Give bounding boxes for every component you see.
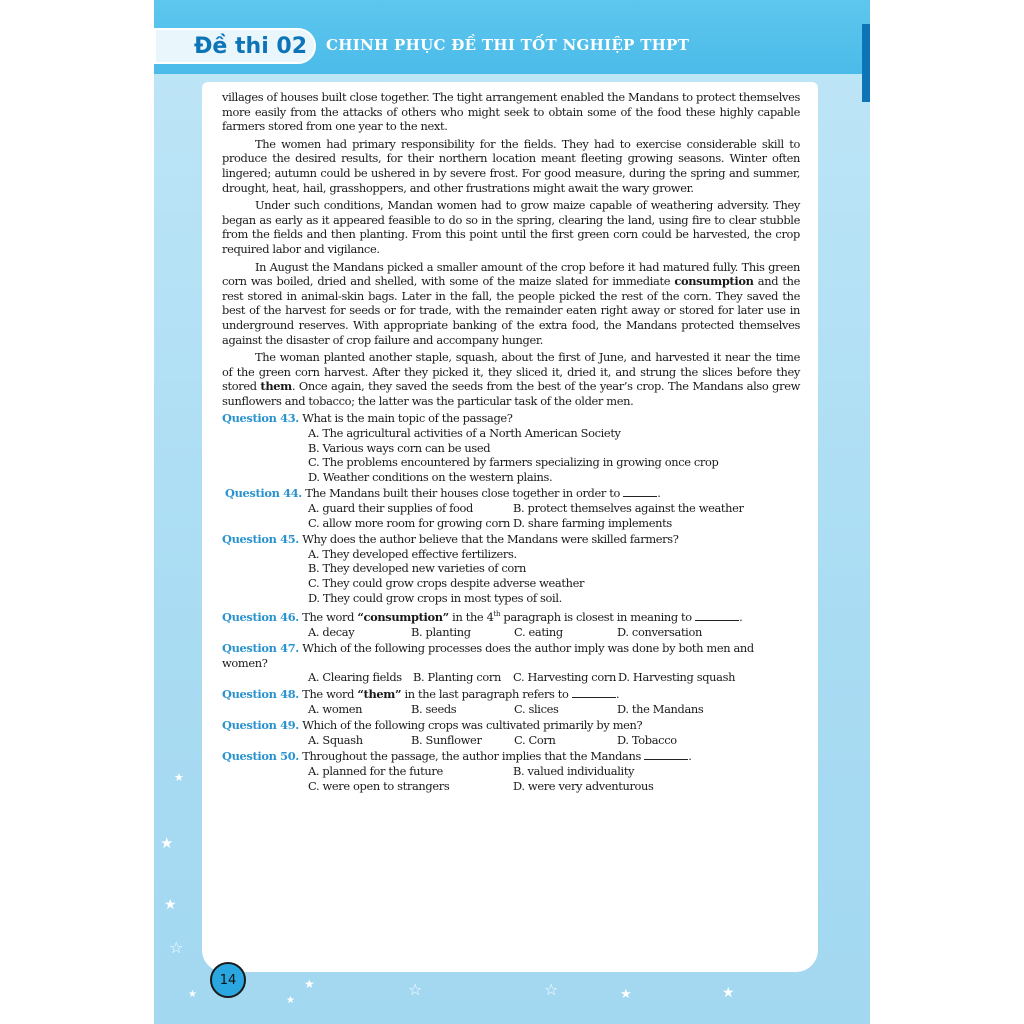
question-45 (222, 532, 800, 605)
option-c[interactable]: C. Harvesting corn (513, 670, 616, 685)
option-b[interactable]: B. planting (411, 624, 471, 639)
star-icon: ★ (160, 834, 174, 852)
question-label: Question 49. (222, 718, 299, 733)
page-number-badge (210, 962, 246, 998)
question-label: Question 50. (222, 749, 299, 764)
passage-paragraph-2: The women had primary responsibility for the fields. They had to exercise considerable skill to produce the desired results, for their northern location meant fleeting growing seasons. Winter often lingered; autumn could be ushered in by severe frost. For good measure, during the spring and summer, drought, heat, hail, grasshoppers, and other frustrations might await the wary grower. (222, 136, 800, 195)
star-icon: ★ (304, 977, 315, 991)
content-panel (202, 82, 818, 972)
question-44: Question 44. The Mandans built their houses close together in order to . A. guard their supplies of food B. protect themselves against the weather C. allow more room for growing corn D. share farming implements (222, 486, 800, 530)
option-b[interactable]: B. protect themselves against the weather (513, 501, 744, 516)
option-c[interactable]: C. They could grow crops despite adverse weather (308, 576, 585, 590)
option-b[interactable]: B. Planting corn (413, 670, 501, 685)
option-a[interactable]: A. women (308, 701, 363, 716)
question-label: Question 43. (222, 411, 299, 426)
passage-paragraph-1: villages of houses built close together. The tight arrangement enabled the Mandans to protect themselves more easily from the attacks of others who might seek to obtain some of the food these highly capable farmers stored from one year to the next. (222, 90, 800, 134)
option-b[interactable]: B. They developed new varieties of corn (308, 561, 526, 576)
answer-options (225, 501, 800, 530)
star-icon: ★ (188, 989, 197, 1000)
passage-paragraph-3: Under such conditions, Mandan women had to grow maize capable of weathering adversity. They began as early as it appeared feasible to do so in the spring, clearing the land, using fire to clear stubble from the fields and then planting. From this point until the first green corn could be harvested, the crop required labor and vigilance. (222, 198, 800, 256)
question-label: Question 46. (222, 609, 299, 624)
answer-blank (572, 687, 616, 698)
option-c[interactable]: C. were open to strangers (308, 778, 450, 793)
question-label: Question 48. (222, 686, 299, 701)
question-stem: Which of the following processes does the author imply was done by both men and women? (222, 641, 754, 670)
exam-label-badge (154, 28, 316, 64)
answer-options (222, 625, 800, 640)
answer-blank (644, 749, 688, 760)
option-b[interactable]: B. seeds (411, 701, 457, 716)
question-46: Question 46. The word “consumption” in the 4th paragraph is closest in meaning to . A. decay B. planting C. eating D. conversation (222, 607, 800, 639)
option-a[interactable]: A. Squash (308, 732, 363, 747)
option-d[interactable]: D. Harvesting squash (618, 670, 736, 685)
passage-paragraph-4: In August the Mandans picked a smaller amount of the crop before it had matured fully. This green corn was boiled, dried and shelled, with some of the maize slated for immediate consumption and the rest stored in animal-skin bags. Later in the fall, the people picked the rest of the corn. They saved the best of the harvest for seeds or for trade, with the remainder eaten right away or stored for later use in underground reserves. With appropriate banking of the extra food, the Mandans protected themselves against the disaster of crop failure and accompany hunger. (222, 259, 800, 347)
keyword-them: them (260, 379, 292, 394)
star-icon: ★ (164, 897, 177, 913)
option-b[interactable]: B. valued individuality (513, 763, 635, 778)
option-d[interactable]: D. Tobacco (617, 732, 677, 747)
answer-blank (623, 486, 657, 497)
question-49 (222, 718, 800, 747)
answer-options (222, 547, 800, 605)
page-background (154, 0, 870, 1024)
keyword-consumption: “consumption” (357, 609, 449, 624)
series-title: CHINH PHỤC ĐỀ THI TỐT NGHIỆP THPT (326, 36, 690, 54)
keyword-consumption: consumption (674, 274, 754, 289)
option-d[interactable]: D. conversation (617, 624, 702, 639)
option-a[interactable]: A. guard their supplies of food (308, 501, 473, 516)
option-d[interactable]: D. share farming implements (513, 515, 672, 530)
passage-paragraph-5: The woman planted another staple, squash, about the first of June, and harvested it near the time of the green corn harvest. After they picked it, they sliced it, dried it, and strung the slices before they stored them. Once again, they saved the seeds from the best of the year’s crop. The Mandans also grew sunflowers and tobacco; the latter was the particular task of the older men. (222, 350, 800, 408)
star-icon: ★ (286, 995, 295, 1006)
question-47 (222, 641, 800, 685)
option-a[interactable]: A. planned for the future (308, 763, 443, 778)
option-d[interactable]: D. the Mandans (617, 701, 704, 716)
option-a[interactable]: A. Clearing fields (308, 670, 402, 685)
question-stem: Throughout the passage, the author implies that the Mandans (302, 749, 641, 764)
star-outline-icon: ☆ (408, 980, 423, 999)
option-d[interactable]: D. Weather conditions on the western plains. (308, 469, 553, 484)
option-a[interactable]: A. decay (308, 624, 355, 639)
exam-text (222, 90, 800, 793)
option-a[interactable]: A. The agricultural activities of a North American Society (308, 426, 621, 441)
page-number: 14 (219, 972, 237, 988)
answer-options (222, 764, 800, 793)
keyword-them: “them” (357, 686, 402, 701)
question-label: Question 47. (222, 641, 299, 656)
option-b[interactable]: B. Various ways corn can be used (308, 440, 491, 455)
question-stem: What is the main topic of the passage? (302, 411, 513, 426)
option-a[interactable]: A. They developed effective fertilizers. (308, 546, 517, 561)
question-label: Question 45. (222, 532, 299, 547)
question-stem: Which of the following crops was cultivated primarily by men? (302, 718, 643, 733)
option-c[interactable]: C. allow more room for growing corn (308, 515, 511, 530)
option-c[interactable]: C. slices (514, 701, 559, 716)
star-icon: ★ (620, 987, 632, 1002)
star-icon: ★ (174, 771, 184, 784)
question-50: Question 50. Throughout the passage, the author implies that the Mandans . A. planned for the future B. valued individuality C. were open to strangers D. were very adventurous (222, 749, 800, 793)
question-label: Question 44. (225, 486, 302, 501)
option-c[interactable]: C. The problems encountered by farmers specializing in growing once crop (308, 455, 719, 470)
option-d[interactable]: D. They could grow crops in most types of soil. (308, 590, 562, 605)
answer-options (222, 733, 800, 748)
question-stem: The Mandans built their houses close together in order to (305, 486, 620, 501)
answer-blank (695, 610, 739, 621)
option-c[interactable]: C. eating (514, 624, 563, 639)
answer-options (222, 702, 800, 717)
option-d[interactable]: D. were very adventurous (513, 778, 654, 793)
answer-options (222, 426, 800, 484)
star-outline-icon: ☆ (169, 938, 184, 957)
option-b[interactable]: B. Sunflower (411, 732, 482, 747)
question-stem: Why does the author believe that the Mandans were skilled farmers? (302, 532, 679, 547)
header-accent-bar (862, 24, 870, 102)
option-c[interactable]: C. Corn (514, 732, 556, 747)
question-48: Question 48. The word “them” in the last paragraph refers to . A. women B. seeds C. slices D. the Mandans (222, 687, 800, 716)
exam-label: Đề thi 02 (194, 33, 308, 59)
answer-options (222, 670, 800, 685)
star-outline-icon: ☆ (544, 980, 559, 999)
question-43 (222, 411, 800, 484)
star-icon: ★ (722, 985, 735, 1001)
